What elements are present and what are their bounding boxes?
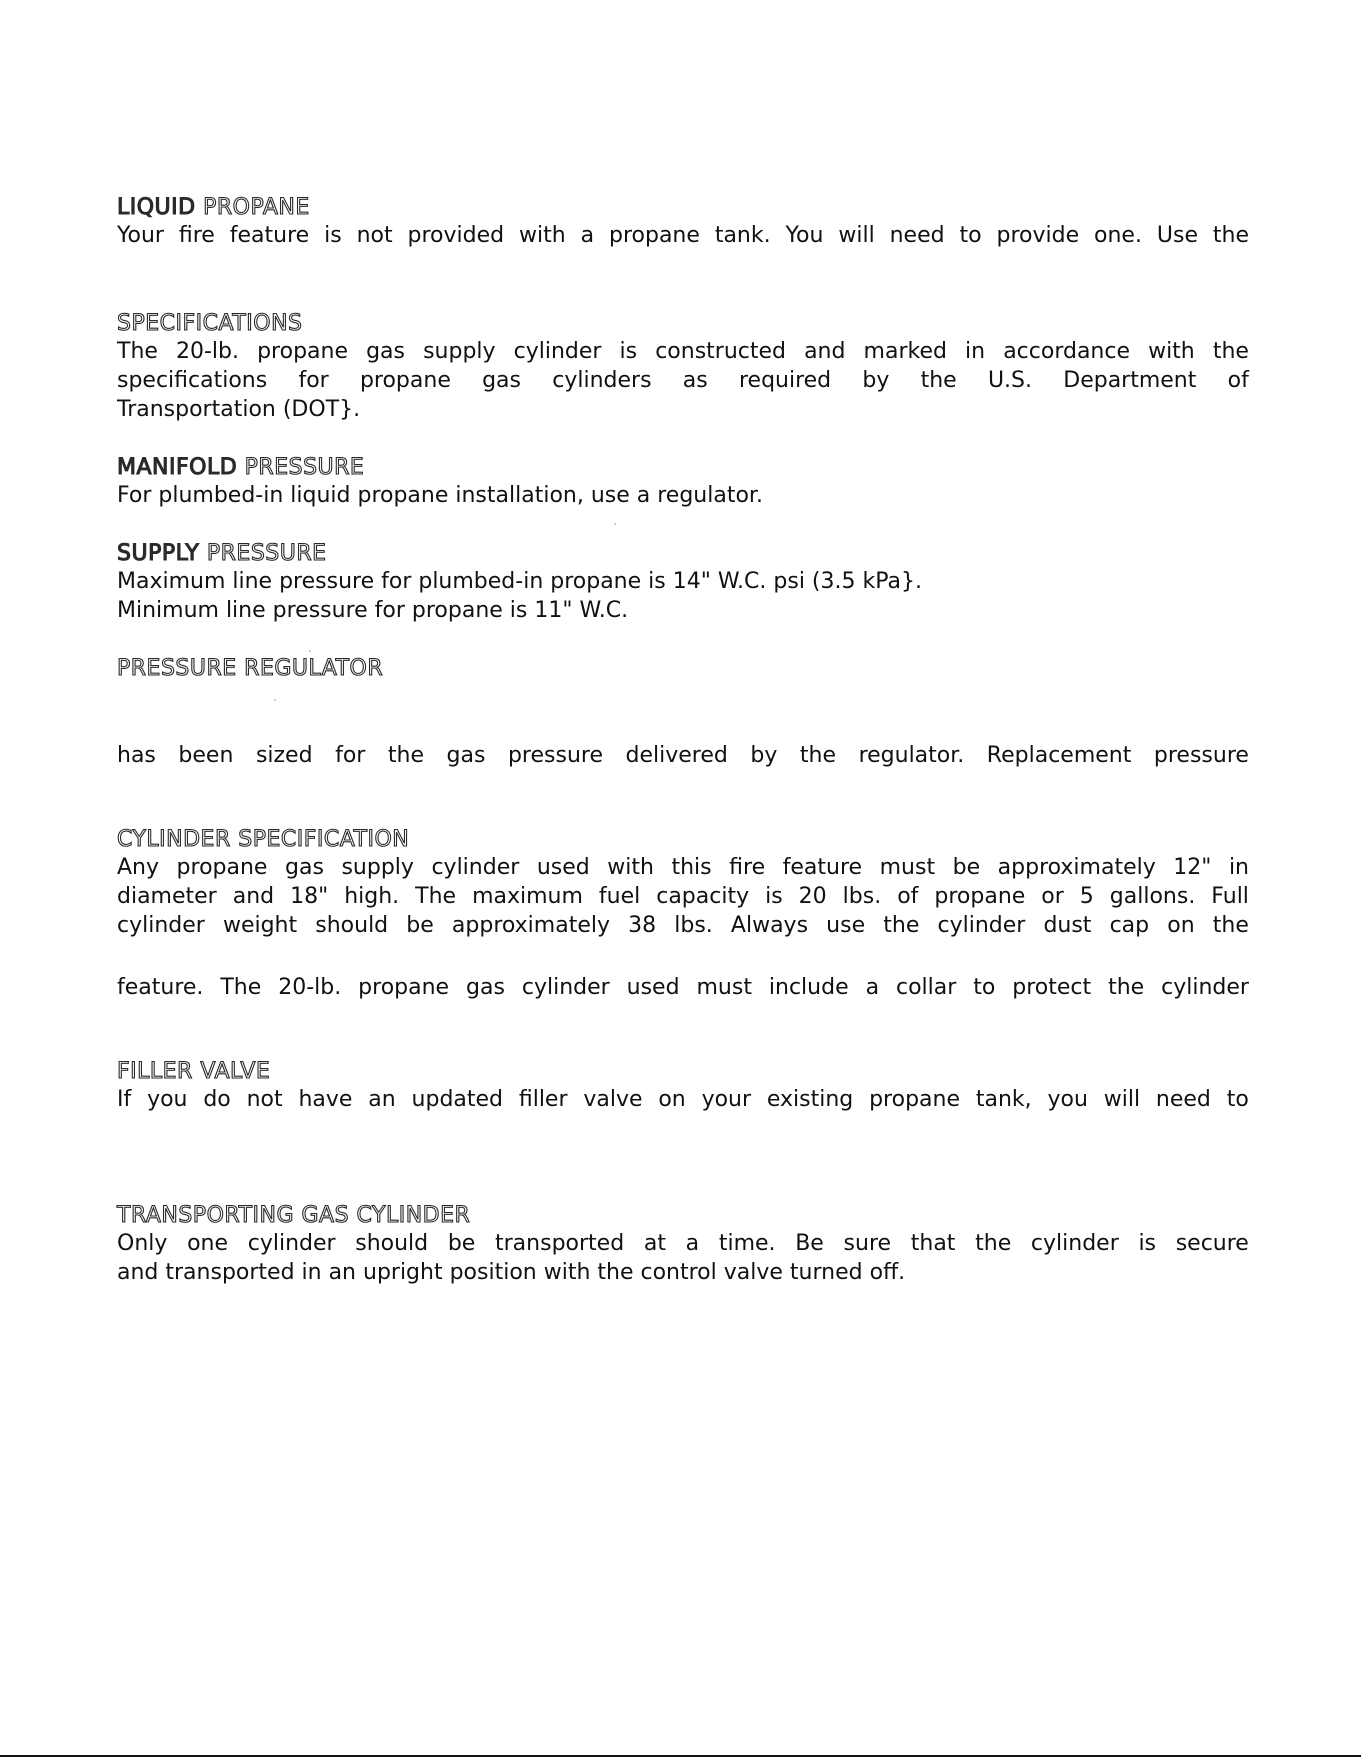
word: the: [1212, 339, 1249, 364]
word: propane: [609, 223, 700, 248]
paragraph-line: Transportation (DOT}.: [117, 397, 361, 422]
word: Your: [117, 223, 164, 248]
word: you: [147, 1087, 188, 1112]
paragraph-line: [117, 1085, 1249, 1114]
word: your: [701, 1087, 752, 1112]
word: is: [1138, 1231, 1157, 1256]
word: with: [607, 855, 654, 880]
word: need: [889, 223, 945, 248]
word: in: [1228, 855, 1249, 880]
word: delivered: [625, 743, 728, 768]
word: gas: [366, 339, 406, 364]
word: secure: [1175, 1231, 1249, 1256]
word: not: [356, 223, 393, 248]
word: propane: [358, 975, 450, 1000]
word: Full: [1211, 884, 1249, 909]
word: should: [355, 1231, 429, 1256]
word: one: [187, 1231, 229, 1256]
word: 12": [1173, 855, 1212, 880]
word: fuel: [598, 884, 641, 909]
word: Any: [117, 855, 160, 880]
section-manifold-pressure: [117, 455, 1249, 510]
paragraph-line: Minimum line pressure for propane is 11" W.C.: [117, 598, 629, 623]
word: has: [117, 743, 156, 768]
word: supply: [423, 339, 496, 364]
word: for: [335, 743, 366, 768]
word: sized: [255, 743, 313, 768]
section-heading: [117, 656, 1249, 682]
paragraph-line: [117, 973, 1249, 1002]
word: gallons.: [1109, 884, 1196, 909]
section-heading: [117, 827, 1249, 853]
word: 20: [798, 884, 827, 909]
word: supply: [341, 855, 414, 880]
word: is: [619, 339, 638, 364]
paragraph-line: and transported in an upright position with the control valve turned off.: [117, 1260, 906, 1285]
section-heading: [117, 455, 1249, 481]
section-cylinder-continued: [117, 973, 1249, 1002]
word: cylinder: [431, 855, 520, 880]
word: do: [203, 1087, 231, 1112]
word: to: [1226, 1087, 1249, 1112]
word: feature: [782, 855, 863, 880]
word: gas: [446, 743, 486, 768]
word: lbs.: [842, 884, 882, 909]
word: cylinder: [247, 1231, 336, 1256]
word: with: [1148, 339, 1195, 364]
word: approximately: [451, 913, 610, 938]
word: include: [768, 975, 849, 1000]
word: to: [973, 975, 996, 1000]
word: collar: [895, 975, 957, 1000]
word: you: [1047, 1087, 1088, 1112]
word: 18": [290, 884, 329, 909]
word: gas: [466, 975, 505, 1000]
word: filler: [518, 1087, 568, 1112]
word: need: [1155, 1087, 1211, 1112]
word: cylinders: [552, 368, 652, 393]
word: gas: [285, 855, 324, 880]
word: cap: [1109, 913, 1150, 938]
heading-rest: TRANSPORTING GAS CYLINDER: [117, 1203, 471, 1228]
word: of: [897, 884, 919, 909]
word: approximately: [997, 855, 1156, 880]
word: dust: [1043, 913, 1092, 938]
word: not: [246, 1087, 283, 1112]
word: Department: [1063, 368, 1197, 393]
paragraph-line: [117, 366, 1249, 395]
word: by: [750, 743, 778, 768]
word: tank.: [714, 223, 771, 248]
word: will: [1103, 1087, 1141, 1112]
section-heading: [117, 195, 1249, 221]
word: and: [804, 339, 846, 364]
word: cylinder: [117, 913, 205, 938]
word: the: [799, 743, 837, 768]
word: 20-lb.: [176, 339, 240, 364]
word: must: [879, 855, 936, 880]
word: protect: [1012, 975, 1092, 1000]
word: be: [406, 913, 434, 938]
heading-rest: SPECIFICATIONS: [117, 311, 303, 336]
word: Be: [795, 1231, 824, 1256]
word: cylinder: [521, 975, 610, 1000]
scan-speck: [309, 650, 311, 652]
word: marked: [863, 339, 947, 364]
word: will: [838, 223, 875, 248]
heading-strong: LIQUID: [117, 195, 196, 220]
word: Replacement: [986, 743, 1132, 768]
word: that: [910, 1231, 956, 1256]
heading-strong: MANIFOLD: [117, 455, 238, 480]
heading-rest: PRESSURE REGULATOR: [117, 656, 384, 681]
word: propane: [934, 884, 1026, 909]
word: Always: [730, 913, 809, 938]
word: by: [862, 368, 890, 393]
word: pressure: [1153, 743, 1249, 768]
section-heading: [117, 311, 1249, 337]
paragraph-line: Maximum line pressure for plumbed-in propane is 14" W.C. psi (3.5 kPa}.: [117, 569, 922, 594]
word: weight: [222, 913, 298, 938]
word: of: [1227, 368, 1249, 393]
section-cylinder-specification: [117, 827, 1249, 940]
word: updated: [411, 1087, 504, 1112]
word: should: [315, 913, 389, 938]
paragraph-line: [117, 1229, 1249, 1258]
word: propane: [869, 1087, 961, 1112]
heading-rest: PRESSURE: [199, 541, 327, 566]
heading-rest: FILLER VALVE: [117, 1059, 271, 1084]
section-specifications: [117, 311, 1249, 424]
word: The: [220, 975, 262, 1000]
word: The: [415, 884, 457, 909]
section-regulator-continued: [117, 741, 1249, 770]
section-liquid-propane: [117, 195, 1249, 250]
word: the: [387, 743, 424, 768]
word: feature: [229, 223, 310, 248]
word: required: [738, 368, 832, 393]
word: cylinder: [513, 339, 602, 364]
paragraph-line: [117, 853, 1249, 882]
word: be: [447, 1231, 476, 1256]
word: pressure: [507, 743, 603, 768]
word: is: [324, 223, 342, 248]
word: time.: [718, 1231, 776, 1256]
word: one.: [1094, 223, 1142, 248]
heading-rest: PRESSURE: [237, 455, 365, 480]
word: the: [920, 368, 957, 393]
heading-strong: SUPPLY: [117, 541, 200, 566]
word: the: [1108, 975, 1145, 1000]
word: the: [883, 913, 920, 938]
paragraph-line: [117, 911, 1249, 940]
word: maximum: [472, 884, 583, 909]
word: tank,: [975, 1087, 1032, 1112]
heading-rest: CYLINDER SPECIFICATION: [117, 827, 410, 852]
word: fire: [178, 223, 215, 248]
word: regulator.: [858, 743, 965, 768]
word: been: [178, 743, 234, 768]
word: used: [536, 855, 590, 880]
paragraph-line: [117, 221, 1249, 250]
paragraph-line: For plumbed-in liquid propane installation, use a regulator.: [117, 483, 763, 508]
word: U.S.: [987, 368, 1033, 393]
heading-rest: PROPANE: [195, 195, 310, 220]
section-pressure-regulator: [117, 656, 1249, 682]
word: sure: [843, 1231, 892, 1256]
word: on: [658, 1087, 686, 1112]
word: transported: [495, 1231, 625, 1256]
word: a: [685, 1231, 700, 1256]
paragraph-line: [117, 741, 1249, 770]
word: an: [368, 1087, 396, 1112]
word: in: [965, 339, 986, 364]
word: capacity: [656, 884, 750, 909]
word: propane: [176, 855, 268, 880]
paragraph-line: [117, 882, 1249, 911]
word: high.: [344, 884, 400, 909]
word: on: [1167, 913, 1195, 938]
word: and: [232, 884, 275, 909]
word: or: [1041, 884, 1064, 909]
section-supply-pressure: [117, 541, 1249, 625]
word: the: [975, 1231, 1012, 1256]
word: the: [1212, 913, 1249, 938]
word: this: [671, 855, 712, 880]
word: valve: [583, 1087, 643, 1112]
word: cylinder: [1161, 975, 1249, 1000]
word: as: [682, 368, 708, 393]
scan-speck: [614, 523, 616, 525]
word: have: [298, 1087, 353, 1112]
section-heading: [117, 541, 1249, 567]
paragraph-line: [117, 337, 1249, 366]
word: a: [865, 975, 880, 1000]
word: with: [519, 223, 566, 248]
word: specifications: [117, 368, 268, 393]
word: cylinder: [1030, 1231, 1119, 1256]
word: Only: [117, 1231, 168, 1256]
word: be: [952, 855, 981, 880]
word: at: [643, 1231, 666, 1256]
word: feature.: [117, 975, 204, 1000]
word: is: [765, 884, 783, 909]
word: If: [117, 1087, 132, 1112]
word: constructed: [655, 339, 786, 364]
word: gas: [482, 368, 522, 393]
word: Use: [1156, 223, 1198, 248]
scan-speck: [274, 699, 276, 701]
word: provided: [407, 223, 505, 248]
word: The: [117, 339, 158, 364]
word: diameter: [117, 884, 217, 909]
word: used: [626, 975, 680, 1000]
word: provide: [996, 223, 1080, 248]
word: lbs.: [674, 913, 713, 938]
section-heading: [117, 1203, 1249, 1229]
word: use: [826, 913, 866, 938]
word: must: [696, 975, 752, 1000]
word: to: [959, 223, 982, 248]
word: the: [1212, 223, 1249, 248]
word: fire: [729, 855, 766, 880]
section-transporting-gas-cylinder: [117, 1203, 1249, 1287]
section-filler-valve: [117, 1059, 1249, 1114]
word: propane: [359, 368, 451, 393]
word: accordance: [1003, 339, 1130, 364]
word: propane: [257, 339, 349, 364]
word: 38: [628, 913, 657, 938]
word: 5: [1079, 884, 1094, 909]
word: cylinder: [937, 913, 1026, 938]
bottom-rule: [0, 1755, 1361, 1757]
word: 20-lb.: [278, 975, 342, 1000]
word: for: [298, 368, 329, 393]
word: existing: [766, 1087, 854, 1112]
section-heading: [117, 1059, 1249, 1085]
word: a: [580, 223, 595, 248]
word: You: [785, 223, 824, 248]
